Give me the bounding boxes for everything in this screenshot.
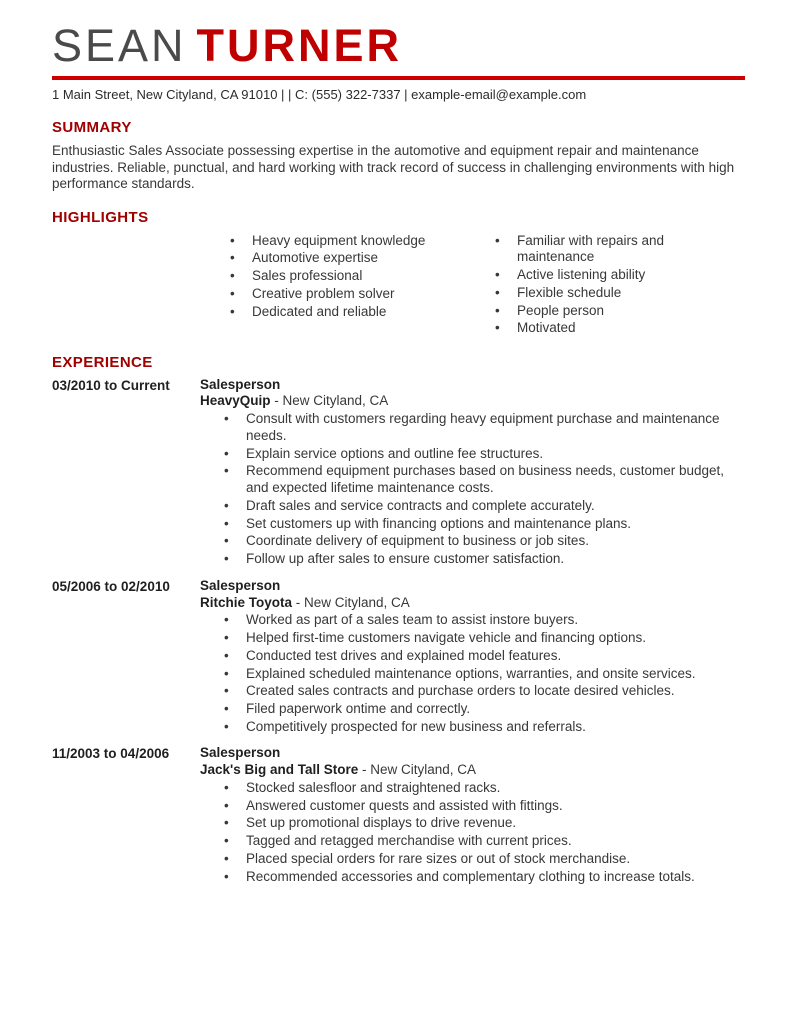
experience-heading: EXPERIENCE: [52, 354, 153, 372]
job-bullets: [200, 780, 745, 885]
highlight-item: • Active listening ability: [493, 267, 698, 284]
last-name: TURNER: [196, 20, 403, 71]
section-highlights: [52, 209, 745, 338]
bullet-item: • Placed special orders for rare sizes or out of stock merchandise.: [222, 851, 745, 868]
job-entry: [52, 578, 745, 737]
first-name: SEAN: [52, 20, 187, 71]
highlight-item: • Creative problem solver: [228, 286, 493, 303]
summary-text: Enthusiastic Sales Associate possessing expertise in the automotive and equipment repair and maintenance industries. Reliable, punctual, and hard working with track record of success in challenging environments with high performance standards.: [52, 142, 735, 192]
job-entry: [52, 745, 745, 886]
job-dates: 03/2010 to Current: [52, 377, 170, 393]
highlights-column-1: [228, 233, 493, 338]
company-location: - New Cityland, CA: [358, 762, 477, 778]
job-company-line: [200, 393, 745, 410]
summary-heading: SUMMARY: [52, 119, 132, 137]
highlights-columns: [228, 233, 745, 338]
bullet-item: • Set customers up with financing options and maintenance plans.: [222, 516, 745, 533]
bullet-item: • Recommended accessories and complementary clothing to increase totals.: [222, 869, 745, 886]
bullet-item: • Set up promotional displays to drive revenue.: [222, 815, 745, 832]
job-title: Salesperson: [200, 376, 281, 392]
job-dates: 05/2006 to 02/2010: [52, 578, 170, 594]
company-location: - New Cityland, CA: [270, 393, 389, 409]
header: [52, 22, 745, 103]
highlight-item: • Dedicated and reliable: [228, 304, 493, 321]
company-name: HeavyQuip: [200, 393, 271, 409]
bullet-item: • Stocked salesfloor and straightened racks.: [222, 780, 745, 797]
job-dates: 11/2003 to 04/2006: [52, 746, 170, 762]
contact-line: 1 Main Street, New Cityland, CA 91010 | | C: (555) 322-7337 | example-email@example.com: [52, 87, 587, 103]
section-summary: [52, 119, 745, 193]
section-experience: [52, 354, 745, 886]
highlights-column-2: [493, 233, 698, 338]
job-company-line: [200, 595, 745, 612]
bullet-item: • Explain service options and outline fee structures.: [222, 446, 745, 463]
job-body: [200, 745, 745, 886]
bullet-item: • Worked as part of a sales team to assist instore buyers.: [222, 612, 745, 629]
name: [52, 22, 745, 69]
company-name: Ritchie Toyota: [200, 594, 293, 610]
bullet-item: • Consult with customers regarding heavy equipment purchase and maintenance needs.: [222, 411, 745, 444]
job-company-line: [200, 762, 745, 779]
highlight-item: • People person: [493, 303, 698, 320]
header-divider: [52, 76, 745, 80]
job-bullets: [200, 411, 745, 568]
highlight-item: • Flexible schedule: [493, 285, 698, 302]
company-name: Jack's Big and Tall Store: [200, 762, 359, 778]
bullet-item: • Recommend equipment purchases based on business needs, customer budget, and expected lifetime maintenance costs.: [222, 463, 745, 496]
bullet-item: • Helped first-time customers navigate vehicle and financing options.: [222, 630, 745, 647]
bullet-item: • Draft sales and service contracts and complete accurately.: [222, 498, 745, 515]
job-body: [200, 377, 745, 569]
bullet-item: • Explained scheduled maintenance options, warranties, and onsite services.: [222, 666, 745, 683]
highlights-heading: HIGHLIGHTS: [52, 209, 149, 227]
highlight-item: • Motivated: [493, 320, 698, 337]
company-location: - New Cityland, CA: [292, 594, 410, 610]
job-bullets: [200, 612, 745, 735]
bullet-item: • Conducted test drives and explained model features.: [222, 648, 745, 665]
job-entry: [52, 377, 745, 569]
bullet-item: • Answered customer quests and assisted with fittings.: [222, 798, 745, 815]
highlight-item: • Heavy equipment knowledge: [228, 233, 493, 250]
job-title: Salesperson: [200, 577, 281, 593]
bullet-item: • Filed paperwork ontime and correctly.: [222, 701, 745, 718]
bullet-item: • Competitively prospected for new business and referrals.: [222, 719, 745, 736]
highlight-item: • Automotive expertise: [228, 250, 493, 267]
bullet-item: • Follow up after sales to ensure customer satisfaction.: [222, 551, 745, 568]
bullet-item: • Coordinate delivery of equipment to business or job sites.: [222, 533, 745, 550]
job-title: Salesperson: [200, 745, 281, 761]
job-body: [200, 578, 745, 737]
bullet-item: • Tagged and retagged merchandise with current prices.: [222, 833, 745, 850]
bullet-item: • Created sales contracts and purchase orders to locate desired vehicles.: [222, 683, 745, 700]
highlight-item: • Familiar with repairs and maintenance: [493, 233, 698, 266]
highlight-item: • Sales professional: [228, 268, 493, 285]
